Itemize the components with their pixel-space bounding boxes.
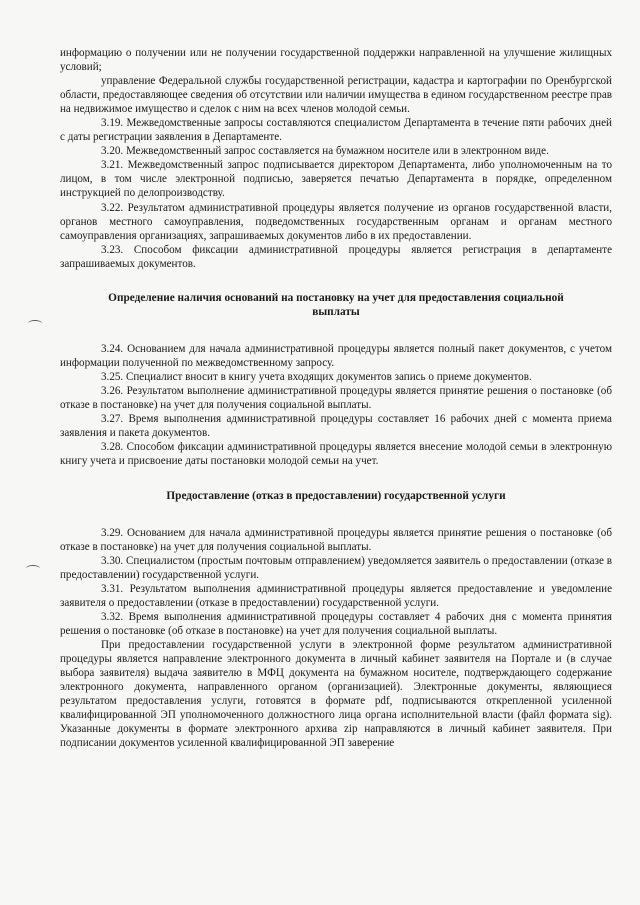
paragraph-3-28: 3.28. Способом фиксации административной процедуры является внесение молодой семьи в электронную книгу учета и присвоение даты постановки молодой семьи на учет. (60, 441, 612, 468)
paragraph: информацию о получении или не получении государственной поддержки направленной на улучшение жилищных условий; (60, 47, 612, 74)
margin-mark (26, 565, 40, 572)
paragraph-3-22: 3.22. Результатом административной процедуры является получение из органов государственной власти, органов местного самоуправления, подведомственных государственным органам и органам местного самоуправления организациях, запрашиваемых документов либо в их предоставлении. (60, 201, 612, 242)
margin-mark (28, 320, 42, 327)
section-heading: Предоставление (отказ в предоставлении) государственной услуги (166, 490, 506, 503)
paragraph-3-25: 3.25. Специалист вносит в книгу учета входящих документов запись о приеме документов. (101, 370, 532, 383)
paragraph-3-29: 3.29. Основанием для начала административной процедуры является принятие решения о постановке (об отказе в постановке) на учет для получения социальной выплаты. (60, 526, 612, 553)
paragraph-3-19: 3.19. Межведомственные запросы составляются специалистом Департамента в течение пяти рабочих дней с даты регистрации заявления в Департаменте. (60, 117, 612, 144)
paragraph-3-27: 3.27. Время выполнения административной процедуры составляет 16 рабочих дней с момента приема заявления и пакета документов. (60, 412, 612, 440)
paragraph-3-26: 3.26. Результатом выполнение административной процедуры является принятие решения о постановке (об отказе в постановке) на учет для получения социальной выплаты. (60, 384, 612, 411)
paragraph-3-32: 3.32. Время выполнения административной процедуры составляет 4 рабочих дня с момента принятия решения о постановке (об отказе в постановке) на учет для получения социальной выплаты. (60, 610, 612, 637)
section-heading: Определение наличия оснований на постановку на учет для предоставления социальной выплаты (108, 291, 564, 319)
paragraph-3-21: 3.21. Межведомственный запрос подписывается директором Департамента, либо уполномоченным на то лицом, в том числе электронной подписью, заверяется печатью Департамента в порядке, определенном инструкцией по делопроизводству. (60, 159, 612, 200)
paragraph-3-30: 3.30. Специалистом (простым почтовым отправлением) уведомляется заявитель о предоставлении (отказе в предоставлении) государственной услуги. (60, 554, 612, 581)
document-body (60, 46, 612, 750)
paragraph-3-23: 3.23. Способом фиксации административной процедуры является регистрация в департаменте запрашиваемых документов. (60, 243, 612, 270)
paragraph: управление Федеральной службы государственной регистрации, кадастра и картографии по Оренбургской области, предоставляющее сведения об отсутствии или наличии имущества в едином государственном реестре прав на недвижимое имущество и сделок с ним на всех членов молодой семьи. (60, 75, 612, 116)
paragraph-3-24: 3.24. Основанием для начала административной процедуры является полный пакет документов, с учетом информации полученной по межведомственному запросу. (60, 342, 612, 369)
paragraph-3-20: 3.20. Межведомственный запрос составляется на бумажном носителе или в электронном виде. (101, 145, 549, 158)
paragraph: При предоставлении государственной услуги в электронной форме результатом административной процедуры является направление электронного документа в личный кабинет заявителя на Портале и (в случае выбора заявителя) выдача заявителю в МФЦ документа на бумажном носителе, подтверждающего содержание электронного документа, направленного органом (организацией). Электронные документы, являющиеся результатом предоставления услуги, готовятся в формате pdf, подписываются открепленной усиленной квалифицированной ЭП уполномоченного должностного лица органа исполнительной власти (файл формата sig). Указанные документы в формате электронного архива zip направляются в личный кабинет заявителя. При подписании документов усиленной квалифицированной ЭП заверение (60, 639, 612, 750)
paragraph-3-31: 3.31. Результатом выполнения административной процедуры является предоставление и уведомление заявителя о предоставлении (отказе в предоставлении) государственной услуги. (60, 582, 612, 609)
